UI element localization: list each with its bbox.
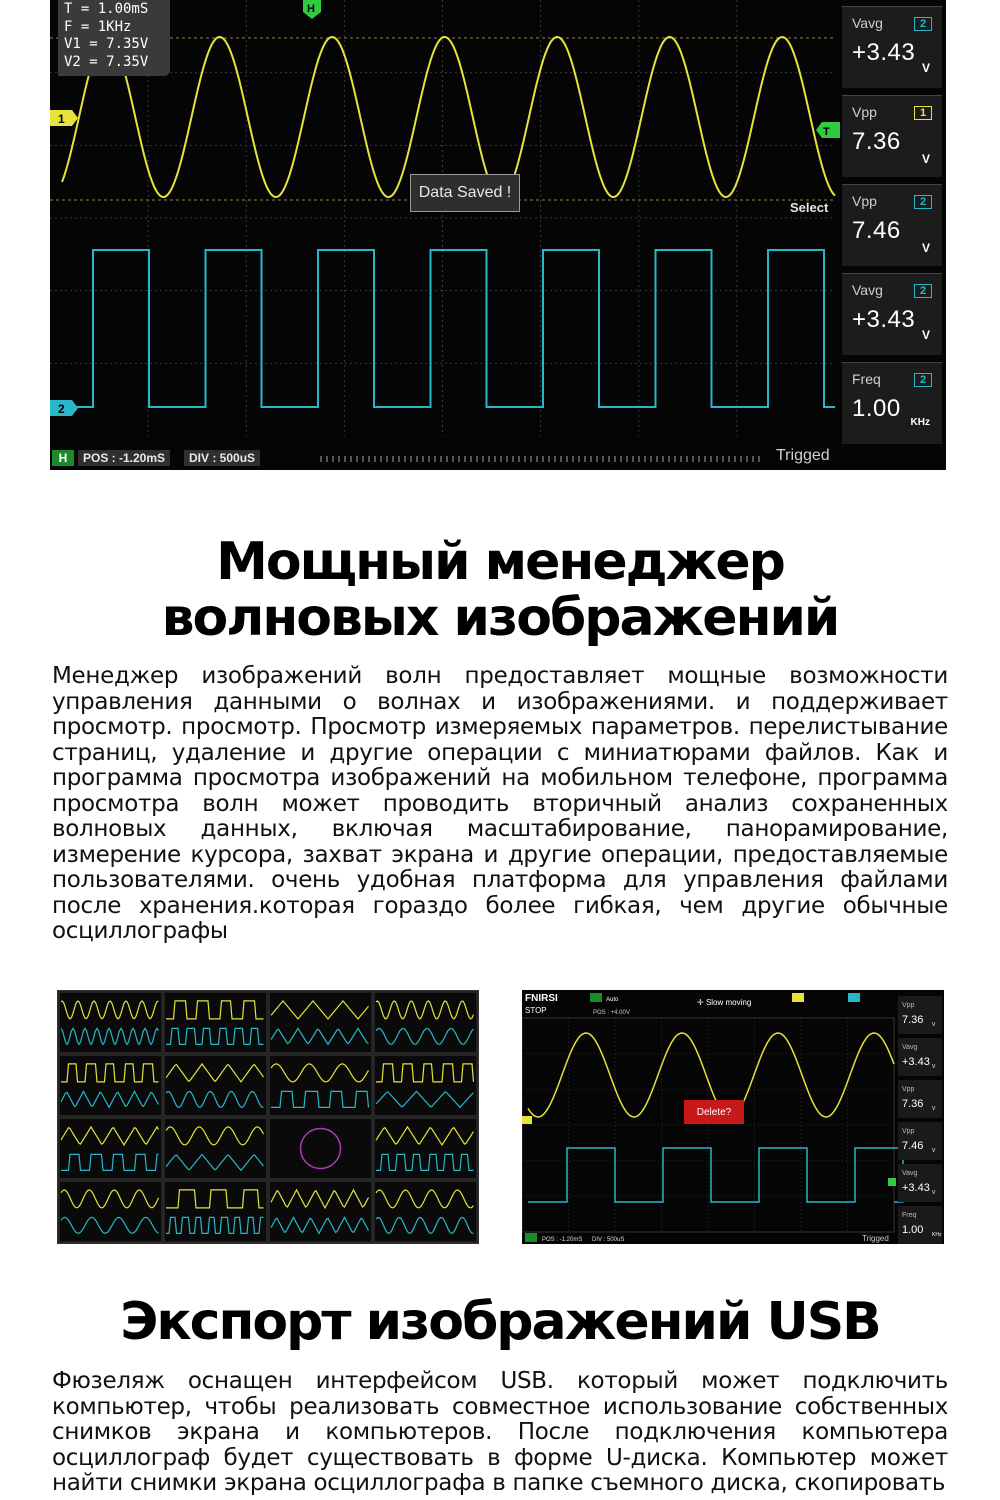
delete-confirm-dialog[interactable]: Delete?: [684, 1100, 744, 1124]
small-position-readout: POS : -1.20mS: [542, 1237, 583, 1243]
thumbnail-cell: [269, 1118, 372, 1179]
section1-title-line1: Мощный менеджер: [216, 532, 784, 592]
acquisition-mode-label: ✛ Slow moving: [697, 998, 752, 1007]
timebase-div-readout: DIV : 500uS: [184, 450, 260, 466]
small-measurement-name: Vpp: [902, 1002, 915, 1009]
measurement-value: 7.36: [852, 128, 901, 155]
status-bar: [50, 446, 840, 470]
ch1-sine-trace: [62, 37, 835, 197]
measurement-vpp-ch2[interactable]: [842, 184, 942, 266]
measurement-unit: V: [921, 328, 930, 342]
channel-badge: 2: [914, 284, 932, 298]
measurement-vpp-ch1[interactable]: [842, 95, 942, 177]
small-measurement-unit: V: [932, 1064, 936, 1070]
small-ch1-scale-badge: [792, 993, 804, 1002]
measurement-value: +3.43: [852, 306, 916, 333]
small-measurement-name: Vpp: [902, 1128, 915, 1135]
measurement-name: Freq: [852, 371, 881, 387]
ch1-marker-label: 1: [58, 112, 65, 126]
small-measurement-value: 7.36: [902, 1098, 924, 1110]
trigger-mode-label: Auto: [606, 997, 619, 1003]
small-measurement-value: +3.43: [902, 1056, 930, 1068]
trigger-position-label: H: [307, 3, 315, 15]
small-measurement-value: 7.36: [902, 1014, 924, 1026]
small-div-readout: DIV : 500uS: [592, 1237, 625, 1243]
small-measurement-unit: V: [932, 1148, 936, 1154]
small-trigger-status: Trigged: [862, 1234, 889, 1243]
small-ch1-badge: [590, 993, 602, 1002]
small-ch1-marker-icon: [522, 1116, 532, 1124]
select-label[interactable]: Select: [790, 200, 829, 215]
ch2-marker-label: 2: [58, 402, 65, 416]
small-ch2-square-trace: [528, 1148, 903, 1202]
section1-title: [0, 534, 1000, 646]
measurement-unit: V: [921, 152, 930, 166]
data-saved-toast: Data Saved !: [410, 174, 520, 212]
small-measurement-unit: V: [932, 1022, 936, 1028]
small-measurement-unit: KHz: [932, 1232, 942, 1238]
small-measurement-name: Vavg: [902, 1170, 918, 1177]
measurement-unit: V: [921, 61, 930, 75]
channel-badge: 2: [914, 195, 932, 209]
trigger-position-label: POS : +4.00V: [593, 1010, 630, 1016]
channel-badge: 2: [914, 17, 932, 31]
timebase-info-box: [58, 0, 170, 76]
measurement-panel: [840, 0, 946, 470]
measurement-name: Vavg: [852, 15, 883, 31]
small-measurement-value: +3.43: [902, 1182, 930, 1194]
small-measurement-value: 7.46: [902, 1140, 924, 1152]
measurement-unit: V: [921, 241, 930, 255]
trigger-level-label: T: [823, 126, 830, 138]
section1-title-line2: волновых изображений: [161, 588, 839, 648]
timeline-ticks: [320, 456, 760, 462]
position-readout: POS : -1.20mS: [78, 450, 170, 466]
section2-paragraph: Фюзеляж оснащен интерфейсом USB. который может подключить компьютер, чтобы реализовать совместное использование собственных снимков экрана и компьютеров. После подключения компьютера осциллограф будет существовать в форме U-диска. Компьютер может найти снимки экрана осциллографа в папке съемного диска, скопировать: [52, 1368, 948, 1496]
small-measurement-unit: V: [932, 1106, 936, 1112]
measurement-value: 1.00: [852, 395, 901, 422]
thumbnail-cell: [59, 1181, 162, 1242]
ch2-square-trace: [62, 250, 835, 407]
trigger-status: Trigged: [776, 447, 830, 464]
measurement-name: Vavg: [852, 282, 883, 298]
small-measurement-name: Vavg: [902, 1044, 918, 1051]
channel-badge: 2: [914, 373, 932, 387]
measurement-unit: KHz: [910, 417, 930, 428]
section2-title: Экспорт изображений USB: [120, 1292, 880, 1352]
measurement-name: Vpp: [852, 193, 877, 209]
small-measurement-unit: V: [932, 1190, 936, 1196]
measurement-value: +3.43: [852, 39, 916, 66]
oscilloscope-screen-small: [522, 990, 944, 1244]
waveform-thumbnail-grid: [57, 990, 479, 1244]
small-measurement-name: Vpp: [902, 1086, 915, 1093]
oscilloscope-screen: [50, 0, 946, 470]
small-trigger-marker-icon: [888, 1178, 896, 1186]
period-readout: T = 1.00mS: [64, 1, 149, 17]
channel-badge: 1: [914, 106, 932, 120]
run-state-label: STOP: [525, 1006, 547, 1015]
brand-logo: FNIRSI: [525, 993, 558, 1004]
small-measurement-name: Freq: [902, 1212, 917, 1219]
measurement-name: Vpp: [852, 104, 877, 120]
v1-readout: V1 = 7.35V: [64, 36, 149, 52]
small-measurement-value: 1.00: [902, 1224, 924, 1236]
measurement-vavg-ch2-b[interactable]: [842, 273, 942, 355]
section1-paragraph: Менеджер изображений волн предоставляет мощные возможности управления данными о волнах и изображениями. и поддерживает просмотр. просмотр. Просмотр измеряемых параметров. перелистывание страниц, удаление и другие операции с миниатюрами файлов. Как и программа просмотра изображений на мобильном телефоне, программа просмотра волн может проводить вторичный анализ сохраненных волновых данных, включая масштабирование, панорамирование, измерение курсора, захват экрана и другие операции, предоставляемые пользователями. очень удобная платформа для управления файлами после хранения.которая гораздо более гибкая, чем другие обычные осциллографы: [52, 663, 948, 944]
v2-readout: V2 = 7.35V: [64, 53, 149, 70]
small-ch2-scale-badge: [848, 993, 860, 1002]
frequency-readout: F = 1KHz: [64, 18, 132, 35]
measurement-vavg-ch2[interactable]: [842, 6, 942, 88]
small-h-badge: [525, 1233, 537, 1242]
thumbnail-cell: [269, 992, 372, 1053]
horizontal-badge: H: [52, 450, 74, 466]
measurement-value: 7.46: [852, 217, 901, 244]
thumbnail-waveforms: [58, 991, 478, 1243]
measurement-freq-ch2[interactable]: [842, 362, 942, 444]
